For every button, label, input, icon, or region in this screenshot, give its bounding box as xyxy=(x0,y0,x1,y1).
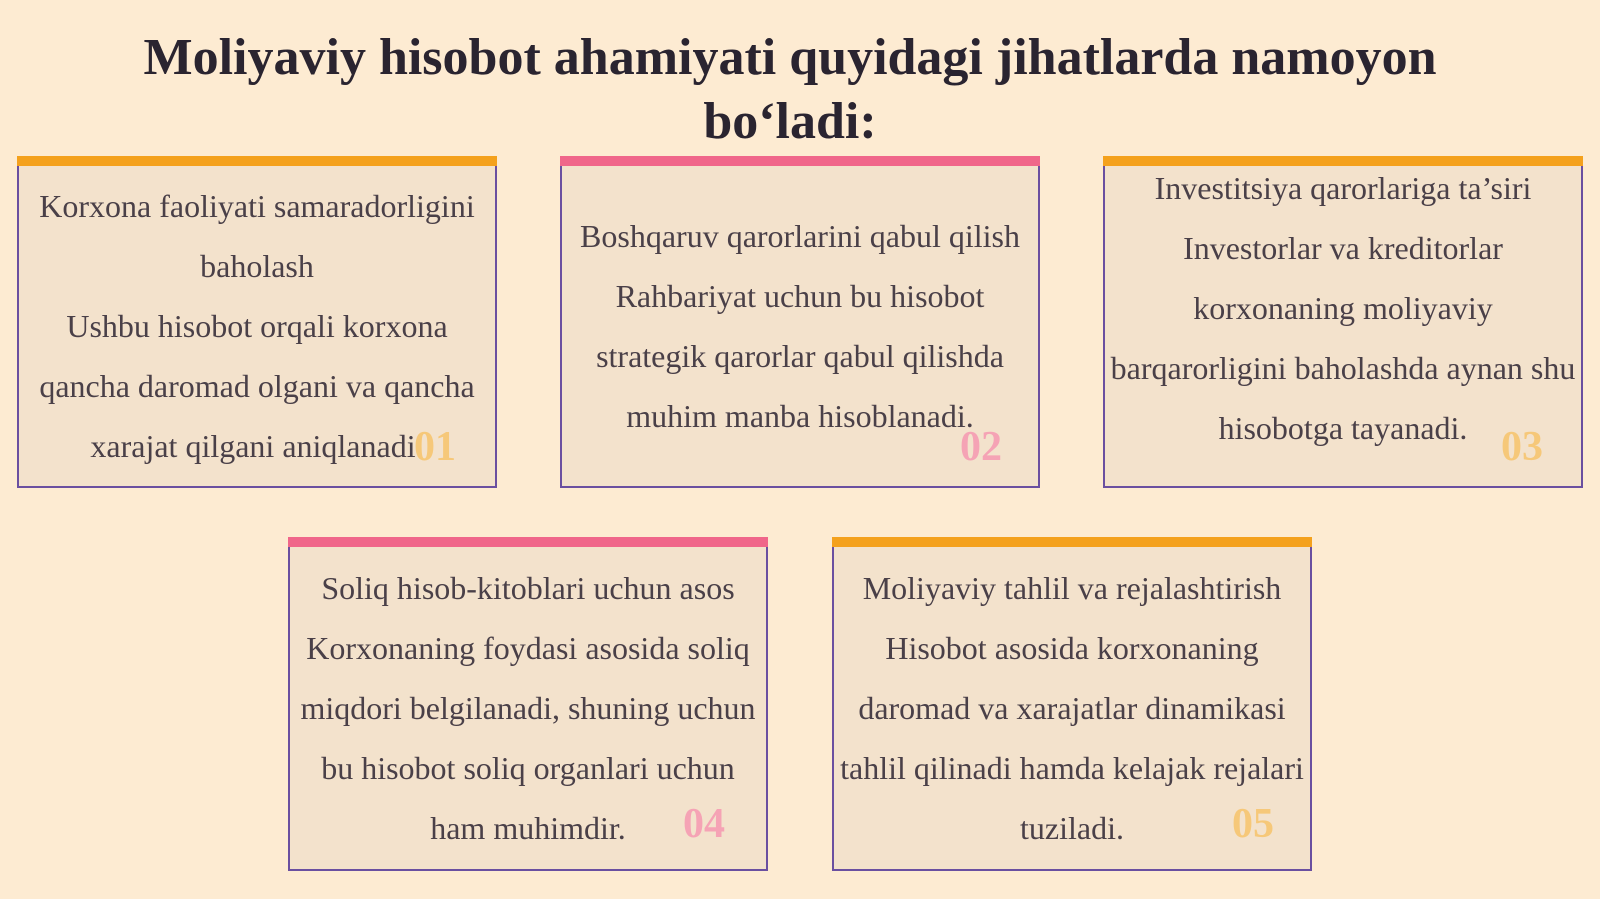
card-heading: Korxona faoliyati samaradorligini baholash xyxy=(39,188,475,284)
card-tax-basis xyxy=(288,537,768,871)
card-heading: Investitsiya qarorlariga ta’siri xyxy=(1154,170,1532,206)
card-number: 04 xyxy=(683,801,725,847)
card-body: Ushbu hisobot orqali korxona qancha daromad olgani va qancha xarajat qilgani aniqlanadi. xyxy=(39,308,475,464)
card-body: Investorlar va kreditorlar korxonaning moliyaviy barqarorligini baholashda aynan shu hisobotga tayanadi. xyxy=(1110,230,1576,446)
card-heading: Boshqaruv qarorlarini qabul qilish xyxy=(580,218,1020,254)
card-performance-evaluation xyxy=(17,156,497,488)
card-accent-bar xyxy=(560,156,1040,166)
card-number: 05 xyxy=(1232,801,1274,847)
card-number: 03 xyxy=(1501,424,1543,470)
card-body: Korxonaning foydasi asosida soliq miqdori belgilanadi, shuning uchun bu hisobot soliq organlari uchun ham muhimdir. xyxy=(300,630,756,846)
card-heading: Soliq hisob-kitoblari uchun asos xyxy=(321,570,735,606)
card-number: 02 xyxy=(960,424,1002,470)
card-management-decisions xyxy=(560,156,1040,488)
card-financial-analysis xyxy=(832,537,1312,871)
card-accent-bar xyxy=(288,537,768,547)
card-text xyxy=(1105,158,1581,458)
card-body: Rahbariyat uchun bu hisobot strategik qarorlar qabul qilishda muhim manba hisoblanadi. xyxy=(596,278,1004,434)
card-accent-bar xyxy=(17,156,497,166)
card-investment-decisions xyxy=(1103,156,1583,488)
card-heading: Moliyaviy tahlil va rejalashtirish xyxy=(862,570,1282,606)
card-accent-bar xyxy=(832,537,1312,547)
card-number: 01 xyxy=(414,424,456,470)
slide-title: Moliyaviy hisobot ahamiyati quyidagi jihatlarda namoyon bo‘ladi: xyxy=(143,29,1437,150)
card-body: Hisobot asosida korxonaning daromad va xarajatlar dinamikasi tahlil qilinadi hamda kelajak rejalari tuziladi. xyxy=(840,630,1304,846)
